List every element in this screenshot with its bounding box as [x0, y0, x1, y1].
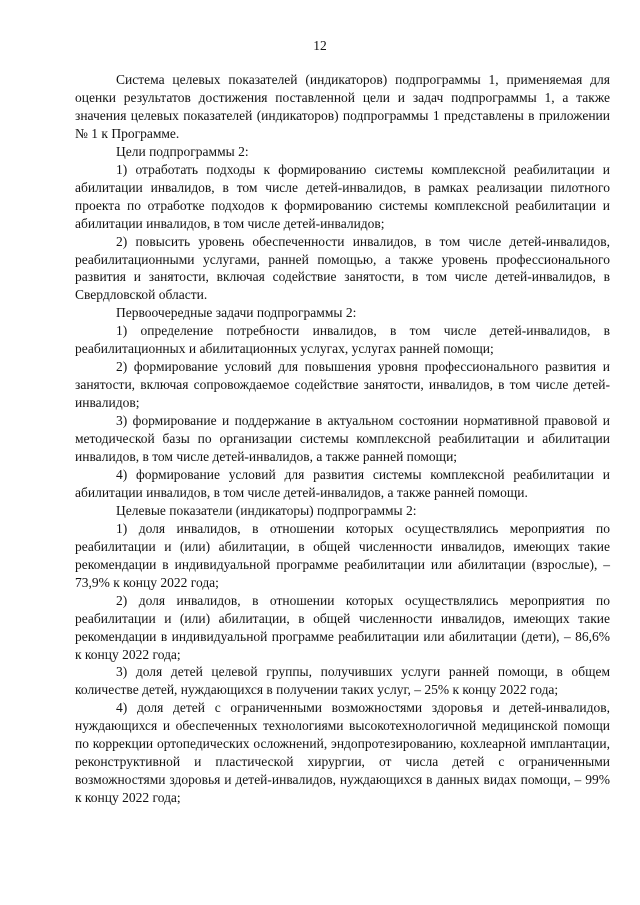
indicator-item-4: 4) доля детей с ограниченными возможностями здоровья и детей-инвалидов, нуждающихся и обеспеченных технологиями высокотехнологичной медицинской помощи по коррекции ортопедических осложнений, эндопротезированию, кохлеарной имплантации, реконструктивной и пластической хирургии, от числа детей с ограниченными возможностями здоровья и детей-инвалидов, нуждающихся в данных видах помощи, – 99% к концу 2022 года; [75, 700, 610, 806]
task-item-2: 2) формирование условий для повышения уровня профессионального развития и занятости, включая сопровождаемое содействие занятости, инвалидов, в том числе детей-инвалидов; [75, 359, 610, 411]
indicator-item-2: 2) доля инвалидов, в отношении которых осуществлялись мероприятия по реабилитации и (или) абилитации, в общей численности инвалидов, имеющих такие рекомендации в индивидуальной программе реабилитации или абилитации (дети), – 86,6% к концу 2022 года; [75, 592, 610, 662]
indicator-item-1: 1) доля инвалидов, в отношении которых осуществлялись мероприятия по реабилитации и (или) абилитации, в общей численности инвалидов, имеющих такие рекомендации в индивидуальной программе реабилитации или абилитации (взрослые), – 73,9% к концу 2022 года; [75, 520, 610, 590]
task-item-1: 1) определение потребности инвалидов, в том числе детей-инвалидов, в реабилитационных и абилитационных услугах, услугах ранней помощи; [75, 323, 610, 357]
goal-item-1: 1) отработать подходы к формированию системы комплексной реабилитации и абилитации инвалидов, в том числе детей-инвалидов, в рамках реализации пилотного проекта по отработке подходов к формированию системы комплексной реабилитации и абилитации инвалидов, в том числе детей-инвалидов; [75, 161, 610, 231]
heading-goals-subprogram-2: Цели подпрограммы 2: [116, 143, 249, 159]
document-body [75, 71, 610, 807]
paragraph-indicators-system: Система целевых показателей (индикаторов) подпрограммы 1, применяемая для оценки результатов достижения поставленной цели и задач подпрограммы 1, а также значения целевых показателей (индикаторов) подпрограммы 1 представлены в приложении № 1 к Программе. [75, 72, 610, 141]
task-item-3: 3) формирование и поддержание в актуальном состоянии нормативной правовой и методической базы по организации системы комплексной реабилитации и абилитации инвалидов, в том числе детей-инвалидов, а также ранней помощи; [75, 413, 610, 465]
page-number: 12 [313, 38, 327, 53]
heading-target-indicators: Целевые показатели (индикаторы) подпрограммы 2: [116, 502, 417, 518]
heading-priority-tasks: Первоочередные задачи подпрограммы 2: [116, 305, 357, 321]
indicator-item-3: 3) доля детей целевой группы, получивших услуги ранней помощи, в общем количестве детей, нуждающихся в получении таких услуг, – 25% к концу 2022 года; [75, 664, 610, 698]
goal-item-2: 2) повысить уровень обеспеченности инвалидов, в том числе детей-инвалидов, реабилитационными услугами, ранней помощью, а также уровень профессионального развития и занятости, включая содействие занятости, в том числе детей-инвалидов, в Свердловской области. [75, 233, 610, 303]
task-item-4: 4) формирование условий для развития системы комплексной реабилитации и абилитации инвалидов, в том числе детей-инвалидов, а также ранней помощи. [75, 466, 610, 500]
